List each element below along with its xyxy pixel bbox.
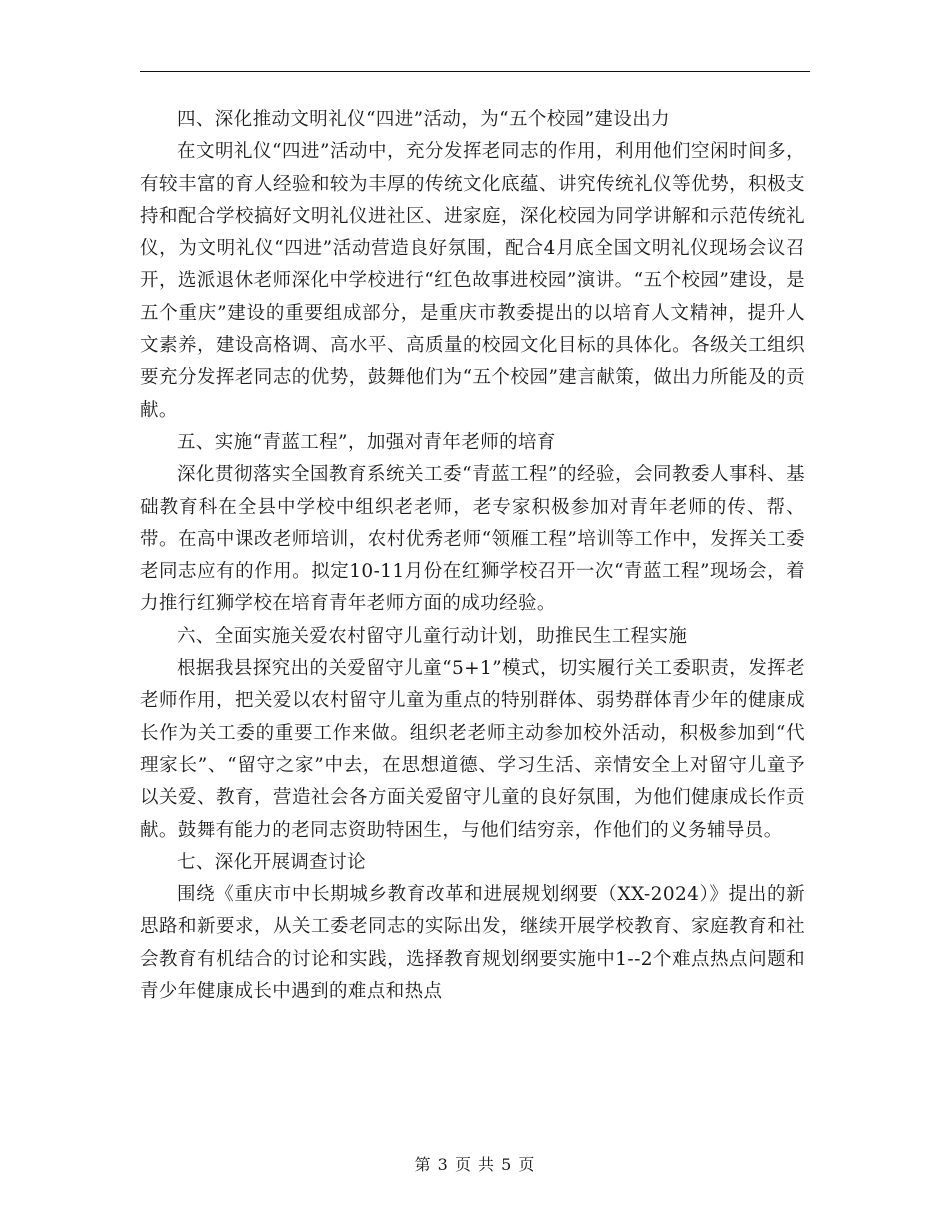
body-paragraph: 围绕《重庆市中长期城乡教育改革和进展规划纲要（XX-2024）》提出的新思路和新要求，从关工委老同志的实际出发，继续开展学校教育、家庭教育和社会教育有机结合的讨论和实践，选择教育规划纲要实施中1--2个难点热点问题和青少年健康成长中遇到的难点和热点 (140, 884, 805, 1003)
section-heading-6: 六、全面实施关爱农村留守儿童行动计划，助推民生工程实施 (177, 625, 688, 647)
page-number-footer: 第 3 页 共 5 页 (414, 1155, 536, 1174)
section-heading-4: 四、深化推动文明礼仪“四进”活动，为“五个校园”建设出力 (177, 109, 671, 130)
section-heading-5: 五、实施“青蓝工程”，加强对青年老师的培育 (177, 431, 556, 453)
section-heading-7: 七、深化开展调查讨论 (177, 851, 367, 873)
body-paragraph: 深化贯彻落实全国教育系统关工委“青蓝工程”的经验，会同教委人事科、基础教育科在全县中学校中组织老老师，老专家积极参加对青年老师的传、帮、带。在高中课改老师培训，农村优秀老师“领雁工程”培训等工作中，发挥关工委老同志应有的作用。拟定10-11月份在红狮学校召开一次“青蓝工程”现场会，着力推行红狮学校在培育青年老师方面的成功经验。 (140, 464, 805, 615)
document-body (140, 104, 805, 1008)
header-rule (140, 71, 810, 72)
body-paragraph: 根据我县探究出的关爱留守儿童“5+1”模式，切实履行关工委职责，发挥老老师作用，把关爱以农村留守儿童为重点的特别群体、弱势群体青少年的健康成长作为关工委的重要工作来做。组织老老师主动参加校外活动，积极参加到“代理家长”、“留守之家”中去，在思想道德、学习生活、亲情安全上对留守儿童予以关爱、教育，营造社会各方面关爱留守儿童的良好氛围，为他们健康成长作贡献。鼓舞有能力的老同志资助特困生，与他们结穷亲，作他们的义务辅导员。 (140, 658, 805, 841)
body-paragraph: 在文明礼仪“四进”活动中，充分发挥老同志的作用，利用他们空闲时间多，有较丰富的育人经验和较为丰厚的传统文化底蕴、讲究传统礼仪等优势，积极支持和配合学校搞好文明礼仪进社区、进家庭，深化校园为同学讲解和示范传统礼仪，为文明礼仪“四进”活动营造良好氛围，配合4月底全国文明礼仪现场会议召开，选派退休老师深化中学校进行“红色故事进校园”演讲。“五个校园”建设，是五个重庆”建设的重要组成部分，是重庆市教委提出的以培育人文精神，提升人文素养，建设高格调、高水平、高质量的校园文化目标的具体化。各级关工组织要充分发挥老同志的优势，鼓舞他们为“五个校园”建言献策，做出力所能及的贡献。 (140, 141, 805, 421)
